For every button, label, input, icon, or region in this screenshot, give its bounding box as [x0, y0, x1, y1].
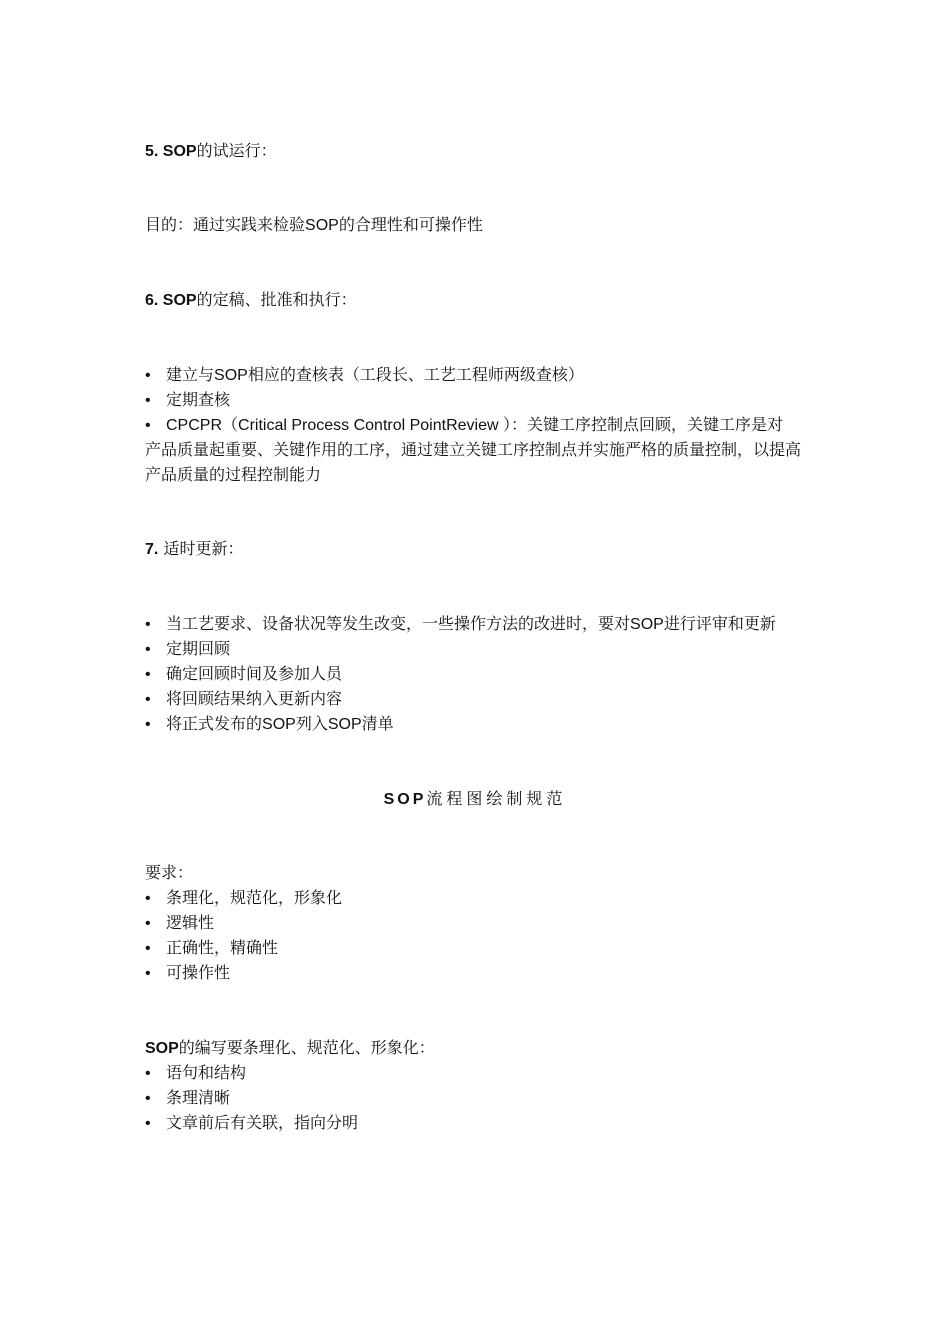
item-text-a: 建立与: [166, 365, 215, 384]
cpcpr-continuation: [145, 462, 321, 487]
item-text: 条理清晰: [166, 1088, 231, 1107]
bullet-icon: •: [145, 417, 151, 434]
list-item: [145, 711, 394, 737]
item-text: 文章前后有关联，指向分明: [166, 1113, 359, 1132]
bullet-icon: •: [145, 1065, 151, 1082]
item-text-sop: SOP: [262, 716, 296, 733]
bullet-icon: •: [145, 716, 151, 733]
cpcpr-english: CPCPR（Critical Process Control PointReview ）: [166, 417, 511, 434]
list-item-cpcpr: [145, 412, 783, 438]
title-rest: 流程图绘制规范: [426, 789, 567, 808]
item-text-sop: SOP: [630, 616, 664, 633]
item-text-a: 确定回顾时间及参加人员: [166, 664, 343, 683]
item-text-e: 清单: [361, 714, 394, 733]
list-item: [145, 935, 278, 961]
section-6-number: 6. SOP: [145, 292, 197, 309]
cpcpr-text-2: 产品质量起重要、关键作用的工序，通过建立关键工序控制点并实施严格的质量控制，以提高: [145, 440, 802, 459]
list-item: [145, 910, 214, 936]
list-item: [145, 885, 342, 911]
bullet-icon: •: [145, 965, 151, 982]
item-text-a: 将回顾结果纳入更新内容: [166, 689, 343, 708]
item-text-sop-2: SOP: [327, 716, 362, 733]
section-6-heading: [145, 287, 357, 313]
cpcpr-continuation: [145, 437, 801, 462]
bullet-icon: •: [145, 367, 151, 384]
section-6-title: 的定稿、批准和执行：: [196, 290, 357, 309]
purpose-text-c: 的合理性和可操作性: [338, 215, 483, 234]
item-text: 可操作性: [166, 963, 231, 982]
item-text-sop: SOP: [214, 367, 248, 384]
list-item: [145, 686, 342, 712]
list-item: [145, 1060, 246, 1086]
requirements-label: [145, 860, 193, 885]
title-sop: SOP: [383, 791, 427, 808]
bullet-icon: •: [145, 666, 151, 683]
purpose-text-a: 目的：通过实践来检验: [145, 215, 306, 234]
bullet-icon: •: [145, 915, 151, 932]
item-text: 正确性，精确性: [166, 938, 279, 957]
item-text: 条理化，规范化，形象化: [166, 888, 343, 907]
list-item: [145, 960, 230, 986]
item-text: 逻辑性: [166, 913, 215, 932]
bullet-icon: •: [145, 1090, 151, 1107]
requirements-label-text: 要求：: [145, 863, 194, 882]
item-text-a: 定期查核: [166, 390, 231, 409]
section-title: [0, 786, 950, 812]
section-5-title: 的试运行：: [196, 141, 277, 160]
writing-heading: [145, 1035, 435, 1061]
writing-sop: SOP: [145, 1040, 179, 1057]
list-item: [145, 1085, 230, 1111]
list-item: [145, 1110, 358, 1136]
bullet-icon: •: [145, 940, 151, 957]
section-5-number: 5. SOP: [145, 143, 197, 160]
bullet-icon: •: [145, 1115, 151, 1132]
item-text-c: 进行评审和更新: [663, 614, 776, 633]
list-item: [145, 636, 230, 662]
cpcpr-text-1: ：关键工序控制点回顾，关键工序是对: [511, 415, 784, 434]
bullet-icon: •: [145, 616, 151, 633]
item-text-a: 当工艺要求、设备状况等发生改变，一些操作方法的改进时，要对: [166, 614, 631, 633]
bullet-icon: •: [145, 890, 151, 907]
section-7-heading: [145, 536, 243, 562]
section-7-title: 适时更新：: [163, 539, 244, 558]
item-text-c: 相应的查核表（工段长、工艺工程师两级查核）: [247, 365, 584, 384]
purpose-line: [145, 212, 483, 238]
writing-label: 的编写要条理化、规范化、形象化：: [178, 1038, 435, 1057]
list-item: [145, 611, 776, 637]
item-text-c: 列入: [295, 714, 328, 733]
list-item: [145, 387, 230, 413]
section-7-number: 7.: [145, 541, 159, 558]
list-item: [145, 661, 342, 687]
list-item: [145, 362, 584, 388]
bullet-icon: •: [145, 691, 151, 708]
cpcpr-text-3: 产品质量的过程控制能力: [145, 465, 322, 484]
item-text: 语句和结构: [166, 1063, 247, 1082]
item-text-a: 将正式发布的: [166, 714, 263, 733]
section-5-heading: [145, 138, 277, 164]
item-text-a: 定期回顾: [166, 639, 231, 658]
purpose-text-sop: SOP: [305, 217, 339, 234]
bullet-icon: •: [145, 392, 151, 409]
bullet-icon: •: [145, 641, 151, 658]
